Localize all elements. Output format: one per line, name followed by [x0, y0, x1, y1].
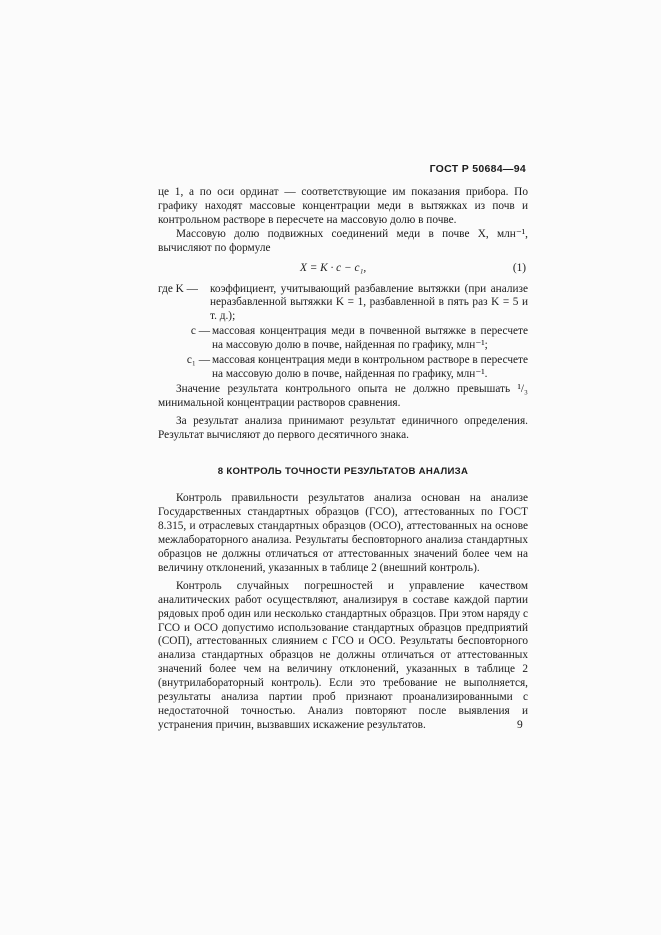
definition-term: c —	[190, 325, 210, 338]
definition-term: где K —	[158, 282, 198, 295]
document-code: ГОСТ Р 50684—94	[429, 163, 526, 175]
formula-expression: X = K · c − c₁,	[300, 261, 367, 274]
paragraph-control-value: Значение результата контрольного опыта не должно превышать ¹/₃ минимальной концентрации растворов сравнения.	[158, 382, 528, 409]
definition-text: массовая концентрация меди в контрольном растворе в пересчете на массовую долю в почве, найденная по графику, млн⁻¹.	[212, 354, 529, 380]
paragraph-accuracy-control: Контроль правильности результатов анализа основан на анализе Государственных стандартных образцов (ГСО), аттестованных по ГОСТ 8.315, и отраслевых стандартных образцов (ОСО), аттестованных на основе межлабораторного анализа. Результаты бесповторного анализа стандартных образцов не должны отличаться от аттестованных значений более чем на величину отклонений, указанных в таблице 2 (внешний контроль).	[158, 492, 528, 574]
definition-c	[158, 325, 528, 353]
page-number: 9	[517, 719, 523, 731]
formula-definitions	[158, 283, 528, 382]
formula-block	[158, 260, 528, 279]
paragraph-graph-reading: це 1, а по оси ординат — соответствующие им показания прибора. По графику находят массовые концентрации меди в вытяжках из почв и контрольном растворе в пересчете на массовую долю в почве.	[158, 186, 528, 226]
definition-term: c₁ —	[186, 354, 210, 367]
definition-text: коэффициент, учитывающий разбавление вытяжки (при анализе неразбавленной вытяжки K = 1, разбавленной в пять раз K = 5 и т. д.);	[210, 282, 528, 323]
definition-k	[158, 283, 528, 325]
paragraph-formula-intro: Массовую долю подвижных соединений меди в почве X, млн⁻¹, вычисляют по формуле	[158, 227, 528, 254]
definition-text: массовая концентрация меди в почвенной вытяжке в пересчете на массовую долю в почве, найденная по графику, млн⁻¹;	[212, 325, 528, 352]
section-heading: 8 КОНТРОЛЬ ТОЧНОСТИ РЕЗУЛЬТАТОВ АНАЛИЗА	[217, 465, 469, 477]
formula-number: (1)	[512, 261, 526, 274]
document-body	[158, 186, 528, 733]
paragraph-random-error-control: Контроль случайных погрешностей и управление качеством аналитических работ осуществляют, анализируя в составе каждой партии рядовых проб один или несколько стандартных образцов. При этом наряду с ГСО и ОСО допустимо использование стандартных образцов предприятий (СОП), аттестованных слиянием с ГСО и ОСО. Результаты бесповторного анализа стандартных образцов не должны отличаться от аттестованных значений более чем на величину отклонений, указанных в таблице 2 (внутрилабораторный контроль). Если это требование не выполняется, результаты анализа партии проб признают проанализированными с недостаточной точностью. Анализ повторяют после выявления и устранения причин, вызвавших искажение результатов.	[158, 579, 528, 731]
definition-c1	[158, 354, 528, 382]
paragraph-result-rule: За результат анализа принимают результат единичного определения. Результат вычисляют до первого десятичного знака.	[158, 414, 528, 441]
